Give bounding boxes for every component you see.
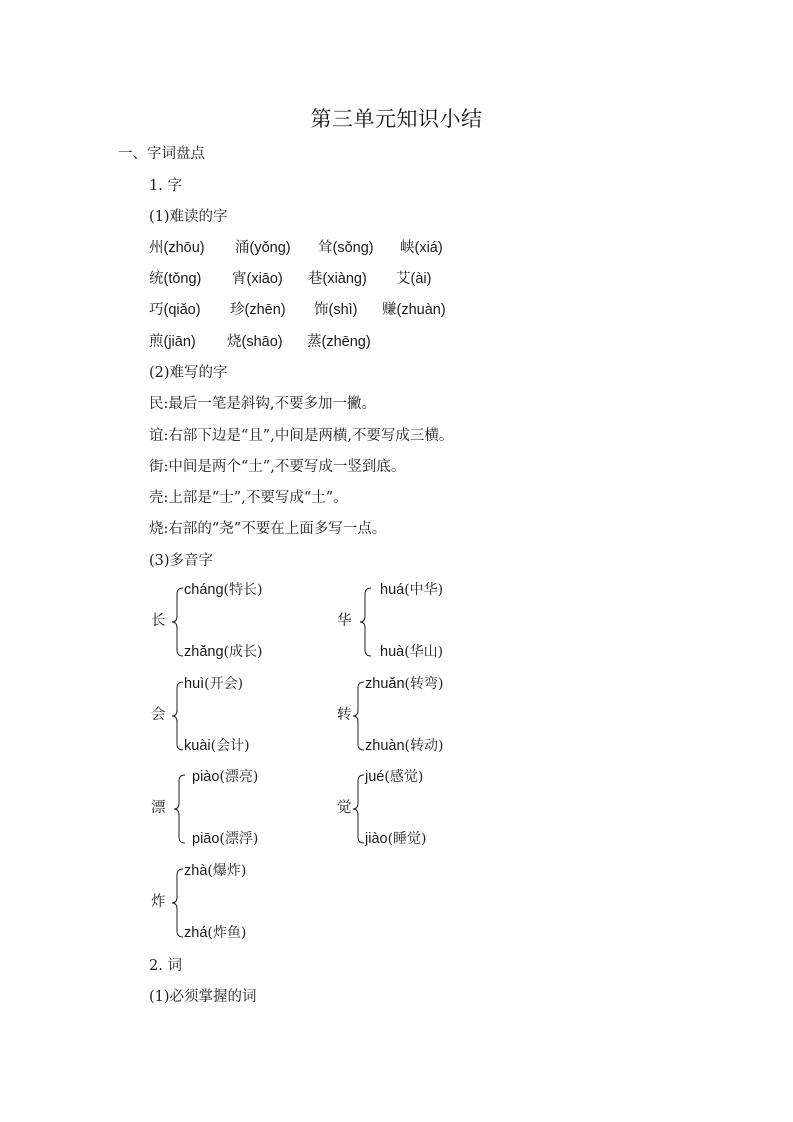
subsection-heading-words: 2. 词 [149,958,182,974]
pinyin-entry: 涌(yǒng) [235,240,291,256]
polyphonic-char: 炸 [151,894,166,910]
pinyin-entry: 统(tǒng) [149,271,202,287]
pinyin-entry: 宵(xiāo) [232,271,283,287]
pinyin-entry: 巧(qiǎo) [149,302,201,318]
reading-bottom: huà(华山) [380,644,444,660]
reading-bottom: jiào(睡觉) [365,831,427,847]
pinyin-entry: 州(zhōu) [149,240,205,256]
polyphonic-char: 转 [337,707,352,723]
hard-to-write-item: 烧:右部的“尧”不要在上面多写一点。 [149,521,387,537]
reading-bottom: zhuàn(转动) [365,738,444,754]
pinyin-entry: 赚(zhuàn) [382,302,446,318]
polyphonic-char: 华 [337,613,352,629]
polyphonic-char: 长 [151,613,166,629]
pinyin-entry: 煎(jiān) [149,334,196,350]
reading-bottom: zhá(炸鱼) [184,925,247,941]
polyphonic-char: 会 [151,707,166,723]
pinyin-entry: 珍(zhēn) [230,302,286,318]
reading-top: huì(开会) [184,676,244,692]
polyphonic-heading: (3)多音字 [149,553,214,569]
section-heading: 一、字词盘点 [118,146,205,162]
reading-bottom: kuài(会计) [184,738,250,754]
hard-to-write-item: 壳:上部是“士”,不要写成“土”。 [149,490,348,506]
reading-top: zhà(爆炸) [184,863,247,879]
must-know-words-heading: (1)必须掌握的词 [149,989,257,1005]
reading-top: zhuǎn(转弯) [365,676,444,692]
reading-top: cháng(特长) [184,582,263,598]
hard-to-write-heading: (2)难写的字 [149,365,228,381]
hard-to-read-heading: (1)难读的字 [149,209,228,225]
reading-top: huá(中华) [380,582,444,598]
reading-bottom: zhǎng(成长) [184,644,263,660]
pinyin-entry: 饰(shì) [314,302,358,318]
pinyin-entry: 烧(shāo) [227,334,283,350]
polyphonic-char: 觉 [337,800,352,816]
pinyin-entry: 蒸(zhēng) [307,334,371,350]
reading-top: piào(漂亮) [192,769,259,785]
left-brace-icon [172,773,188,845]
left-brace-icon [358,586,374,658]
pinyin-entry: 峡(xiá) [400,240,443,256]
pinyin-entry: 耸(sǒng) [318,240,374,256]
pinyin-entry: 巷(xiàng) [308,271,367,287]
polyphonic-char: 漂 [151,800,166,816]
hard-to-write-item: 民:最后一笔是斜钩,不要多加一撇。 [149,396,376,412]
reading-bottom: piāo(漂浮) [192,831,259,847]
hard-to-write-item: 谊:右部下边是“且”,中间是两横,不要写成三横。 [149,428,454,444]
reading-top: jué(感觉) [365,769,424,785]
subsection-heading-characters: 1. 字 [149,178,182,194]
pinyin-entry: 艾(ài) [396,271,432,287]
hard-to-write-item: 街:中间是两个“土”,不要写成一竖到底。 [149,459,406,475]
page-title: 第三单元知识小结 [310,107,483,131]
